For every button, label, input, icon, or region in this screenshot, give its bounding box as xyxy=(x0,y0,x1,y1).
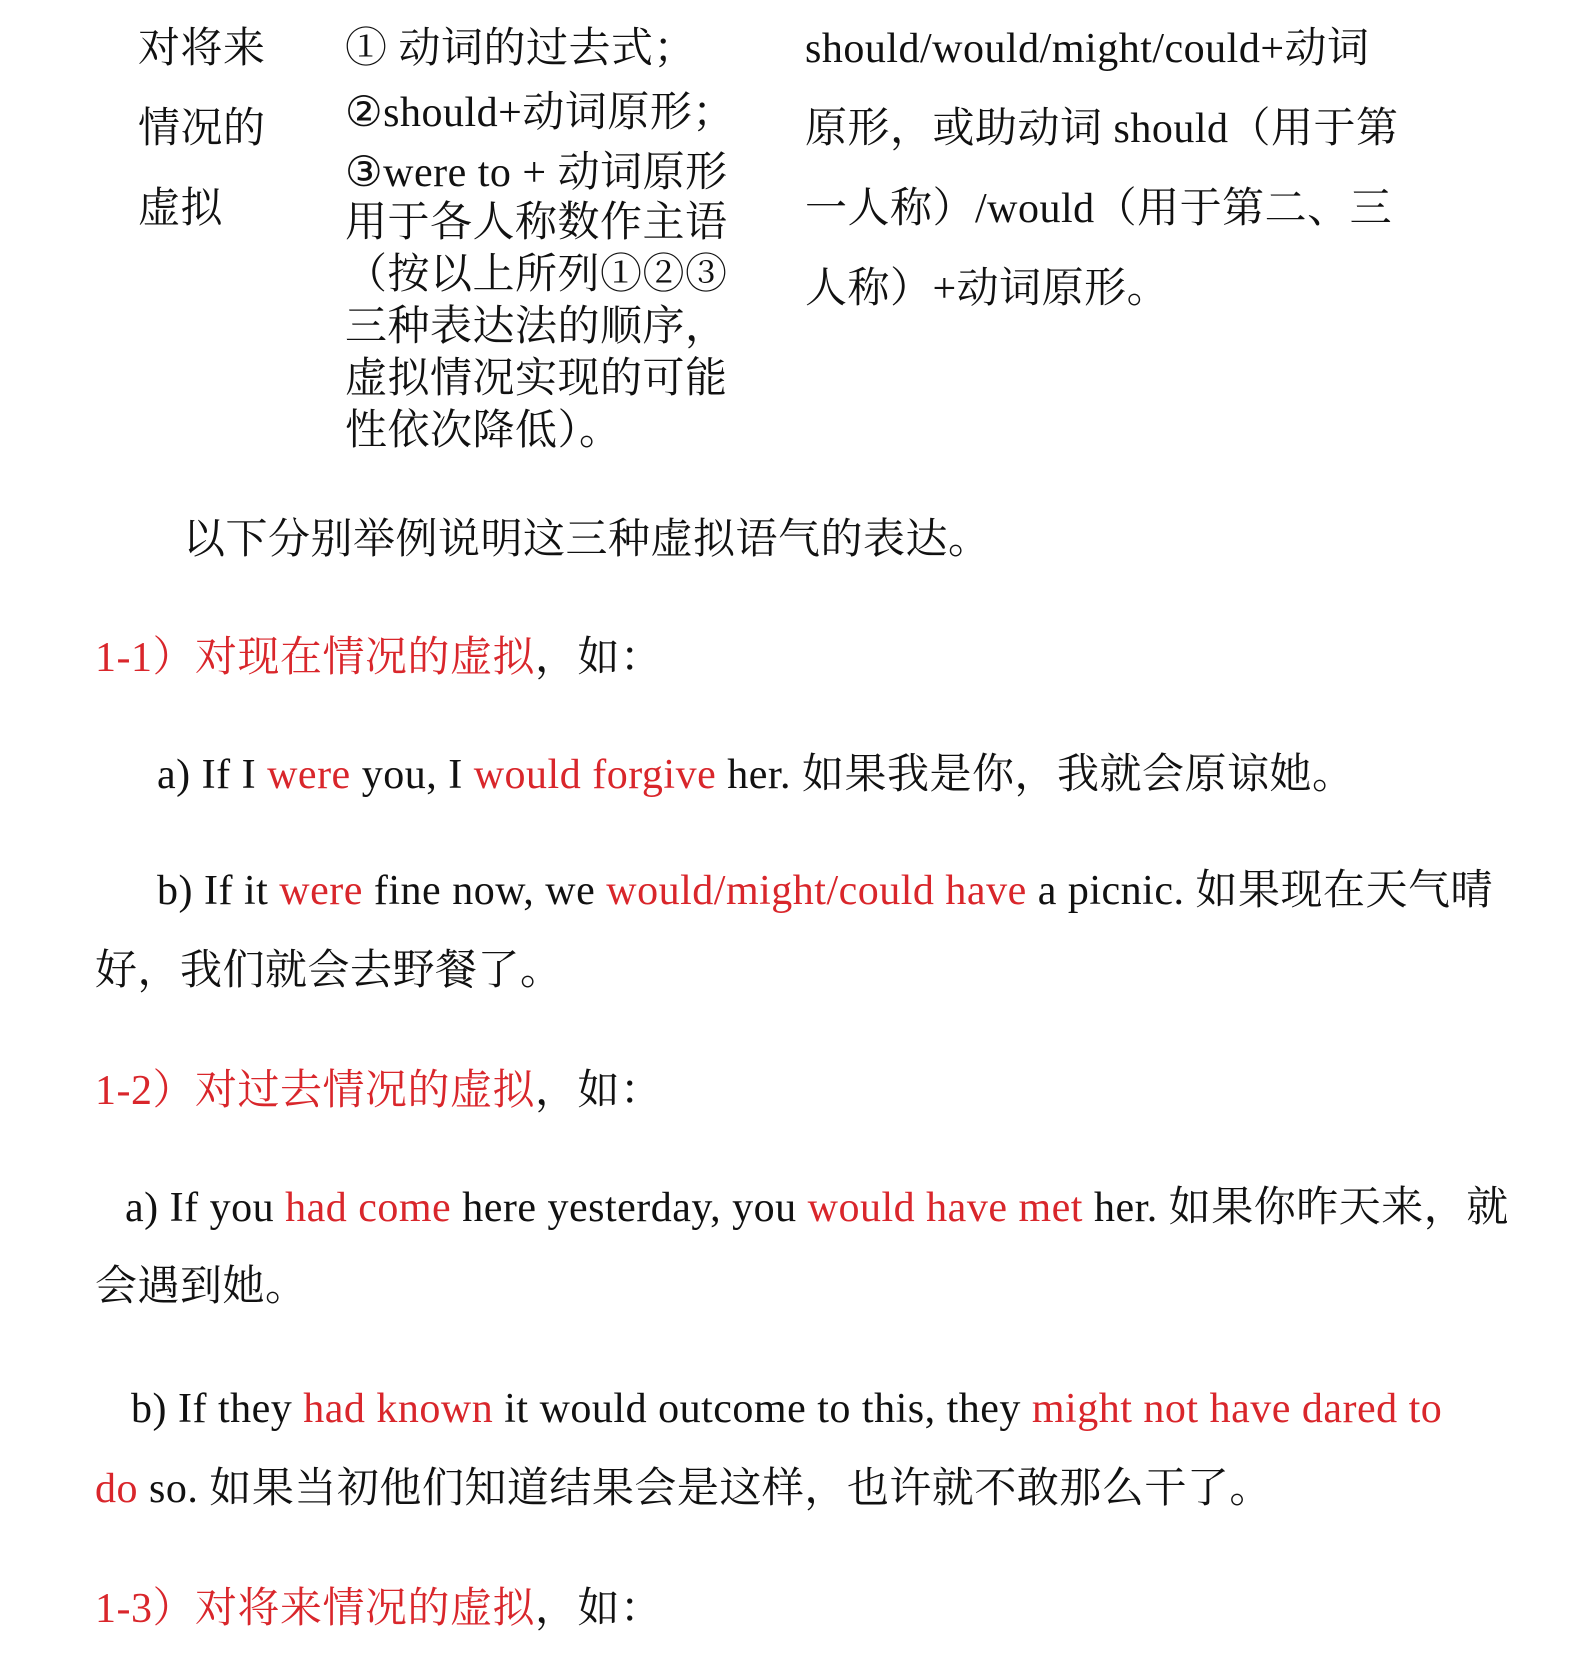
section-heading-1-2 xyxy=(95,1066,663,1116)
example-1-1-b xyxy=(157,866,1493,916)
example-text: fine now, we xyxy=(362,868,607,914)
if-clause-line-8: 性依次降低）。 xyxy=(345,408,622,454)
section-heading-tail: ，如： xyxy=(535,1068,663,1114)
condition-type-line-3: 虚拟 xyxy=(138,186,224,232)
example-1-2-b-line-2 xyxy=(95,1464,1272,1514)
example-1-1-b-line-2: 好，我们就会去野餐了。 xyxy=(95,948,563,994)
highlighted-verb: would forgive xyxy=(473,752,717,798)
highlighted-verb: would/might/could have xyxy=(606,868,1027,914)
section-heading-tail: ，如： xyxy=(535,635,663,681)
if-clause-line-1: ① 动词的过去式； xyxy=(345,26,697,72)
example-text: b) If they xyxy=(131,1386,304,1432)
example-text: it would outcome to this, they xyxy=(493,1386,1032,1432)
highlighted-verb: were xyxy=(267,752,351,798)
main-clause-line-4: 人称）+动词原形。 xyxy=(805,266,1170,312)
example-text: a) If you xyxy=(125,1185,286,1231)
section-heading-red: 1-1）对现在情况的虚拟 xyxy=(95,635,535,681)
example-text: you, I xyxy=(350,752,474,798)
condition-type-line-1: 对将来 xyxy=(138,26,266,72)
if-clause-line-6: 三种表达法的顺序， xyxy=(345,304,728,350)
section-heading-1-3 xyxy=(95,1584,663,1634)
highlighted-verb: might not have dared to xyxy=(1031,1386,1443,1432)
example-text: b) If it xyxy=(157,868,280,914)
intro-text: 以下分别举例说明这三种虚拟语气的表达。 xyxy=(183,517,991,563)
example-text: her. 如果我是你，我就会原谅她。 xyxy=(716,752,1355,798)
highlighted-verb: had come xyxy=(285,1185,452,1231)
section-heading-red: 1-3）对将来情况的虚拟 xyxy=(95,1586,535,1632)
if-clause-line-2: ②should+动词原形； xyxy=(345,90,735,136)
condition-type-line-2: 情况的 xyxy=(138,106,266,152)
if-clause-line-5: （按以上所列①②③ xyxy=(345,252,728,298)
main-clause-line-2: 原形，或助动词 should（用于第 xyxy=(805,106,1399,152)
example-text: here yesterday, you xyxy=(451,1185,808,1231)
section-heading-tail: ，如： xyxy=(535,1586,663,1632)
example-1-2-b xyxy=(131,1384,1442,1434)
example-text: a picnic. 如果现在天气晴 xyxy=(1026,868,1493,914)
section-heading-red: 1-2）对过去情况的虚拟 xyxy=(95,1068,535,1114)
example-text: so. 如果当初他们知道结果会是这样，也许就不敢那么干了。 xyxy=(138,1466,1272,1512)
highlighted-verb: had known xyxy=(303,1386,494,1432)
if-clause-line-4: 用于各人称数作主语 xyxy=(345,200,728,246)
example-text: a) If I xyxy=(157,752,268,798)
main-clause-line-1: should/would/might/could+动词 xyxy=(805,26,1370,72)
if-clause-line-3: ③were to + 动词原形 xyxy=(345,150,728,196)
example-text: her. 如果你昨天来，就 xyxy=(1082,1185,1509,1231)
if-clause-line-7: 虚拟情况实现的可能 xyxy=(345,356,728,402)
example-1-2-a xyxy=(125,1183,1509,1233)
highlighted-verb: would have met xyxy=(807,1185,1083,1231)
highlighted-verb: do xyxy=(95,1466,138,1512)
example-1-1-a xyxy=(157,750,1355,800)
main-clause-line-3: 一人称）/would（用于第二、三 xyxy=(805,186,1393,232)
highlighted-verb: were xyxy=(279,868,363,914)
example-1-2-a-line-2: 会遇到她。 xyxy=(95,1264,308,1310)
section-heading-1-1 xyxy=(95,633,663,683)
